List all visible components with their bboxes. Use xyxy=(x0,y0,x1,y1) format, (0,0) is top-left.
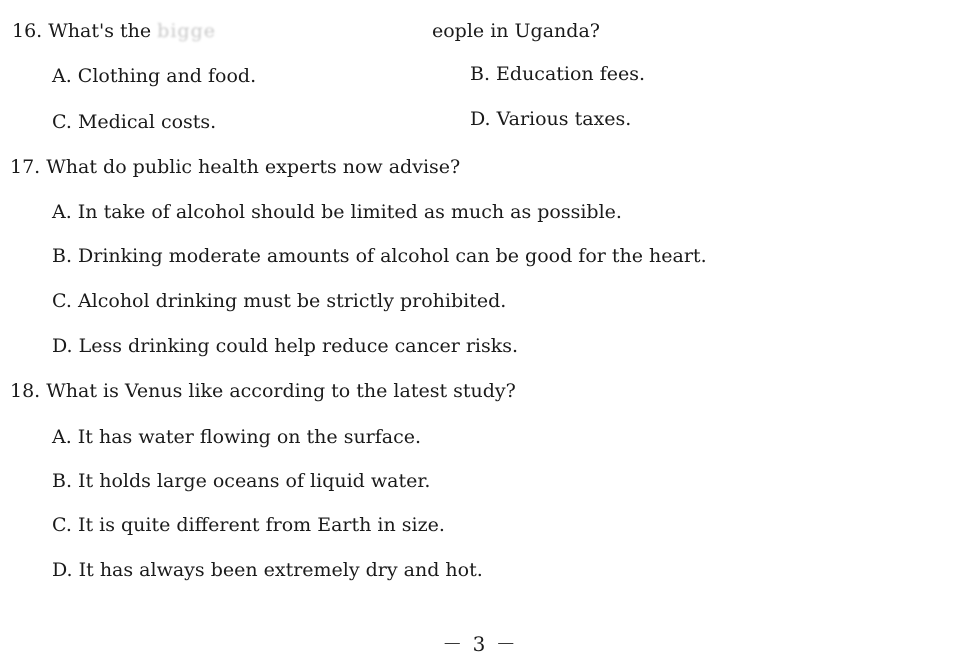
question-17 xyxy=(10,156,460,178)
page-number: － 3 － xyxy=(442,632,518,656)
option-16b: B. Education fees. xyxy=(470,63,646,85)
option-18c: C. It is quite different from Earth in size. xyxy=(52,514,445,536)
option-17b: B. Drinking moderate amounts of alcohol can be good for the heart. xyxy=(52,245,707,267)
question-stem-end: eople in Uganda? xyxy=(431,20,600,42)
question-stem-start: What's the xyxy=(48,20,158,42)
option-18a: A. It has water flowing on the surface. xyxy=(52,426,422,448)
question-stem: What is Venus like according to the latest study? xyxy=(46,380,516,402)
question-18 xyxy=(10,380,516,402)
question-16 xyxy=(12,20,600,42)
question-number: 17. xyxy=(10,156,41,178)
option-18b: B. It holds large oceans of liquid water. xyxy=(52,470,431,492)
option-18d: D. It has always been extremely dry and hot. xyxy=(52,559,483,581)
obscured-text: bigge xyxy=(157,20,216,42)
option-16d: D. Various taxes. xyxy=(470,108,632,130)
question-stem: What do public health experts now advise? xyxy=(46,156,461,178)
option-16a: A. Clothing and food. xyxy=(52,65,257,87)
option-16c: C. Medical costs. xyxy=(52,111,217,133)
question-number: 16. xyxy=(12,20,43,42)
option-17d: D. Less drinking could help reduce cancer risks. xyxy=(52,335,519,357)
option-17c: C. Alcohol drinking must be strictly prohibited. xyxy=(52,290,507,312)
option-17a: A. In take of alcohol should be limited as much as possible. xyxy=(52,201,622,223)
question-number: 18. xyxy=(10,380,41,402)
